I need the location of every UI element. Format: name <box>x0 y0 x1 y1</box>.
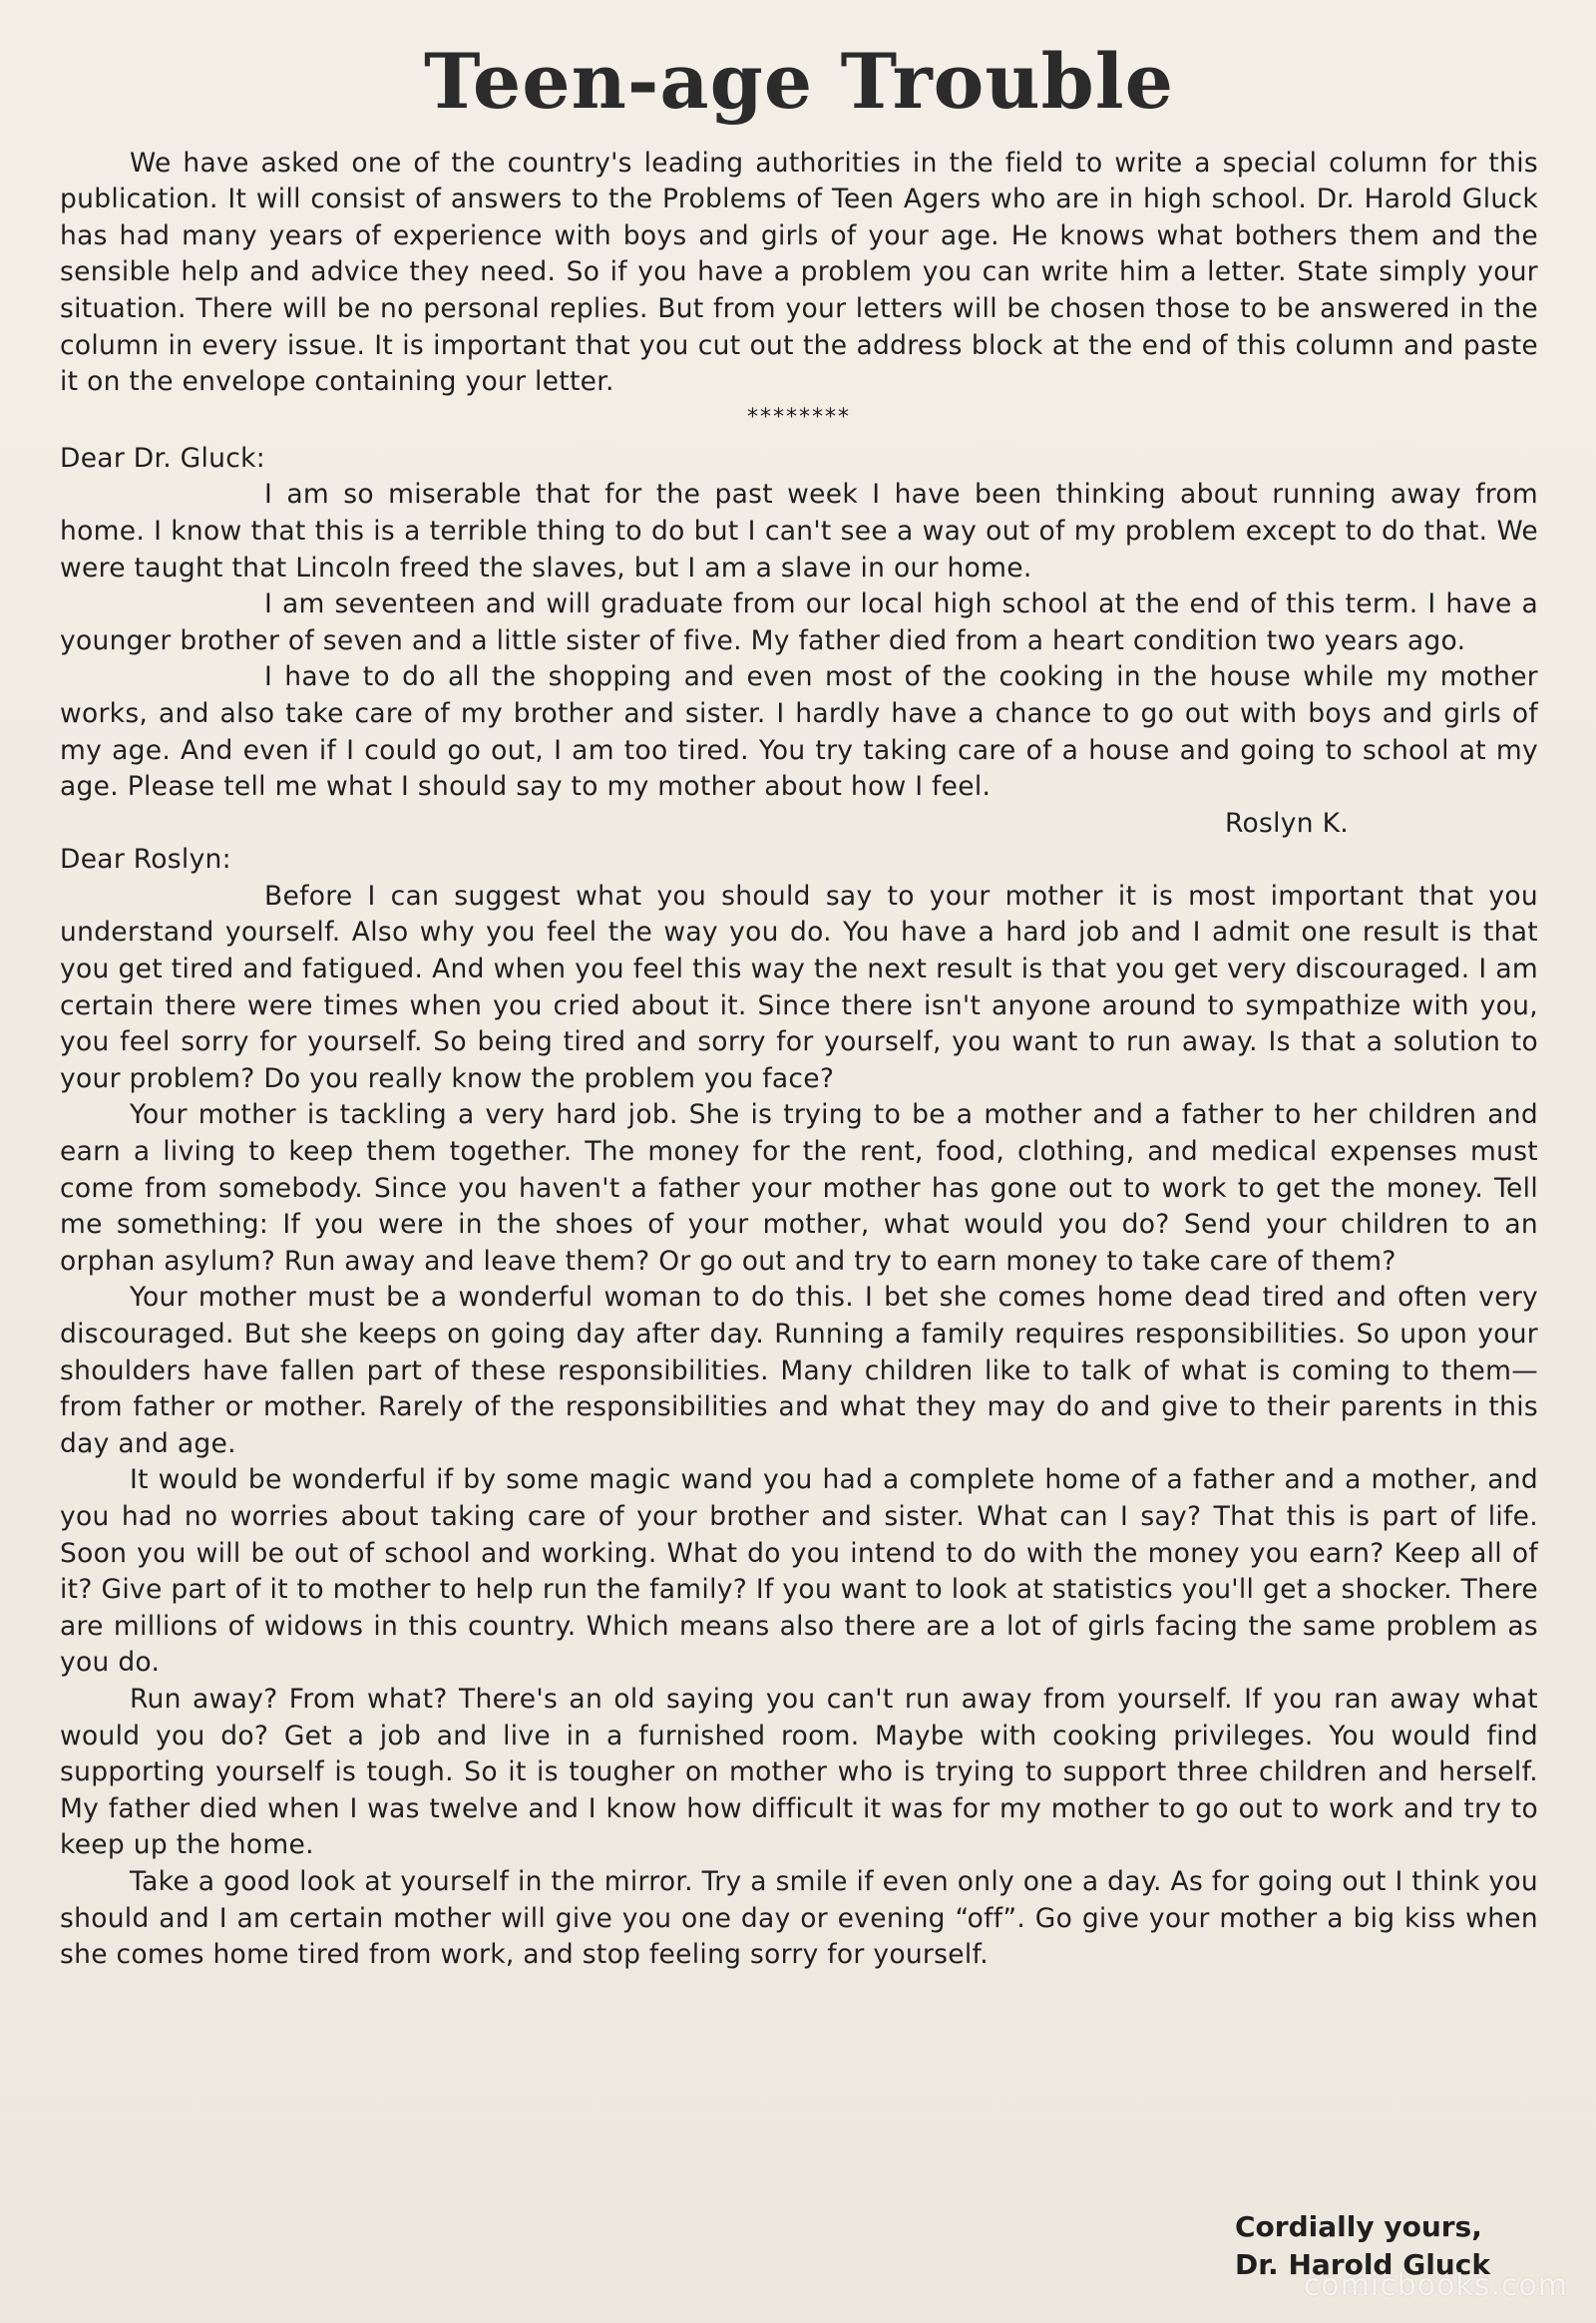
article-body <box>60 146 1538 1974</box>
letter-paragraph: I am so miserable that for the past week I have been thinking about running away from home. I know that this is a terrible thing to do but I can't see a way out of my problem except to do that. We were taught that Lincoln freed the slaves, but I am a slave in our home. <box>60 479 1538 583</box>
separator: ******** <box>747 404 851 430</box>
reply-paragraph: Your mother must be a wonderful woman to do this. I bet she comes home dead tired and often very discouraged. But she keeps on going day after day. Running a family requires responsibilities. So upon your shoulders have fallen part of these responsibilities. Many children like to talk of what is coming to them—from father or mother. Rarely of the responsibilities and what they may do and give to their parents in this day and age. <box>60 1282 1538 1459</box>
closing-author: Dr. Harold Gluck <box>1235 2248 1490 2281</box>
intro-paragraph: We have asked one of the country's leading authorities in the field to write a special column for this publication. It will consist of answers to the Problems of Teen Agers who are in high school. Dr. Harold Gluck has had many years of experience with boys and girls of your age. He knows what bothers them and the sensible help and advice they need. So if you have a problem you can write him a letter. State simply your situation. There will be no personal replies. But from your letters will be chosen those to be answered in the column in every issue. It is important that you cut out the address block at the end of this column and paste it on the envelope containing your letter. <box>60 147 1538 398</box>
reply-paragraph: Run away? From what? There's an old saying you can't run away from yourself. If you ran away what would you do? Get a job and live in a furnished room. Maybe with cooking privileges. You would find supporting yourself is tough. So it is tougher on mother who is trying to support three children and herself. My father died when I was twelve and I know how difficult it was for my mother to go out to work and try to keep up the home. <box>60 1683 1538 1861</box>
reply-salutation: Dear Roslyn: <box>60 844 231 876</box>
letter-salutation: Dear Dr. Gluck: <box>60 442 266 474</box>
article-title: Teen-age Trouble <box>424 37 1174 126</box>
letter-paragraph: I have to do all the shopping and even most of the cooking in the house while my mother works, and also take care of my brother and sister. I hardly have a chance to go out with boys and girls of my age. And even if I could go out, I am too tired. You try taking care of a house and going to school at my age. Please tell me what I should say to my mother about how I feel. <box>60 661 1538 803</box>
letter-paragraph: I am seventeen and will graduate from our local high school at the end of this term. I have a younger brother of seven and a little sister of five. My father died from a heart condition two years ago. <box>60 588 1538 656</box>
reply-paragraph: Take a good look at yourself in the mirror. Try a smile if even only one a day. As for going out I think you should and I am certain mother will give you one day or evening “off”. Go give your mother a big kiss when she comes home tired from work, and stop feeling sorry for yourself. <box>60 1865 1538 1971</box>
reply-paragraph: It would be wonderful if by some magic wand you had a complete home of a father and a mother, and you had no worries about taking care of your brother and sister. What can I say? That this is part of life. Soon you will be out of school and working. What do you intend to do with the money you earn? Keep all of it? Give part of it to mother to help run the family? If you want to look at statistics you'll get a shocker. There are millions of widows in this country. Which means also there are a lot of girls facing the same problem as you do. <box>60 1464 1538 1679</box>
letter-signature: Roslyn K. <box>1224 807 1349 839</box>
watermark: comicbooks.com <box>1303 2268 1568 2303</box>
closing-line: Cordially yours, <box>1235 2210 1482 2243</box>
reply-paragraph: Before I can suggest what you should say to your mother it is most important that you understand yourself. Also why you feel the way you do. You have a hard job and I admit one result is that you get tired and fatigued. And when you feel this way the next result is that you get very discouraged. I am certain there were times when you cried about it. Since there isn't anyone around to sympathize with you, you feel sorry for yourself. So being tired and sorry for yourself, you want to run away. Is that a solution to your problem? Do you really know the problem you face? <box>60 880 1538 1094</box>
reply-paragraph: Your mother is tackling a very hard job. She is trying to be a mother and a father to her children and earn a living to keep them together. The money for the rent, food, clothing, and medical expenses must come from somebody. Since you haven't a father your mother has gone out to work to get the money. Tell me something: If you were in the shoes of your mother, what would you do? Send your children to an orphan asylum? Run away and leave them? Or go out and try to earn money to take care of them? <box>60 1099 1538 1277</box>
